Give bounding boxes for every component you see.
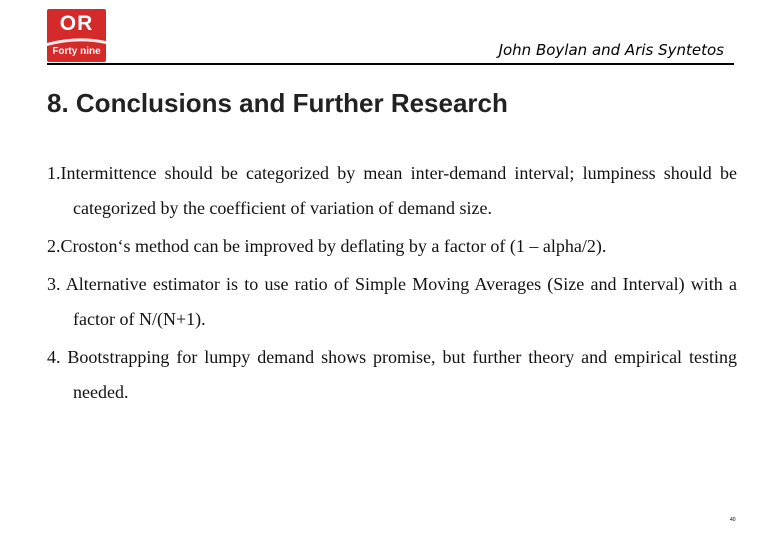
- logo-bottom-text: Forty nine: [52, 46, 101, 57]
- conclusion-point-1: 1.Intermittence should be categorized by mean inter-demand interval; lumpiness should be categorized by the coefficient of variation of demand size.: [47, 163, 737, 218]
- or-forty-nine-logo: [47, 9, 106, 62]
- conclusion-point-3: 3. Alternative estimator is to use ratio of Simple Moving Averages (Size and Interval) with a factor of N/(N+1).: [47, 274, 737, 329]
- conclusion-point-4: 4. Bootstrapping for lumpy demand shows promise, but further theory and empirical testing needed.: [47, 347, 737, 402]
- page-number: 40: [730, 517, 736, 523]
- slide-title: 8. Conclusions and Further Research: [47, 88, 508, 118]
- conclusion-point-2: 2.Croston‘s method can be improved by deflating by a factor of (1 – alpha/2).: [47, 236, 607, 256]
- conclusions-list: [47, 156, 737, 413]
- header-authors: John Boylan and Aris Syntetos: [498, 41, 724, 59]
- header-divider: [47, 63, 734, 65]
- logo-top-text: OR: [59, 12, 94, 35]
